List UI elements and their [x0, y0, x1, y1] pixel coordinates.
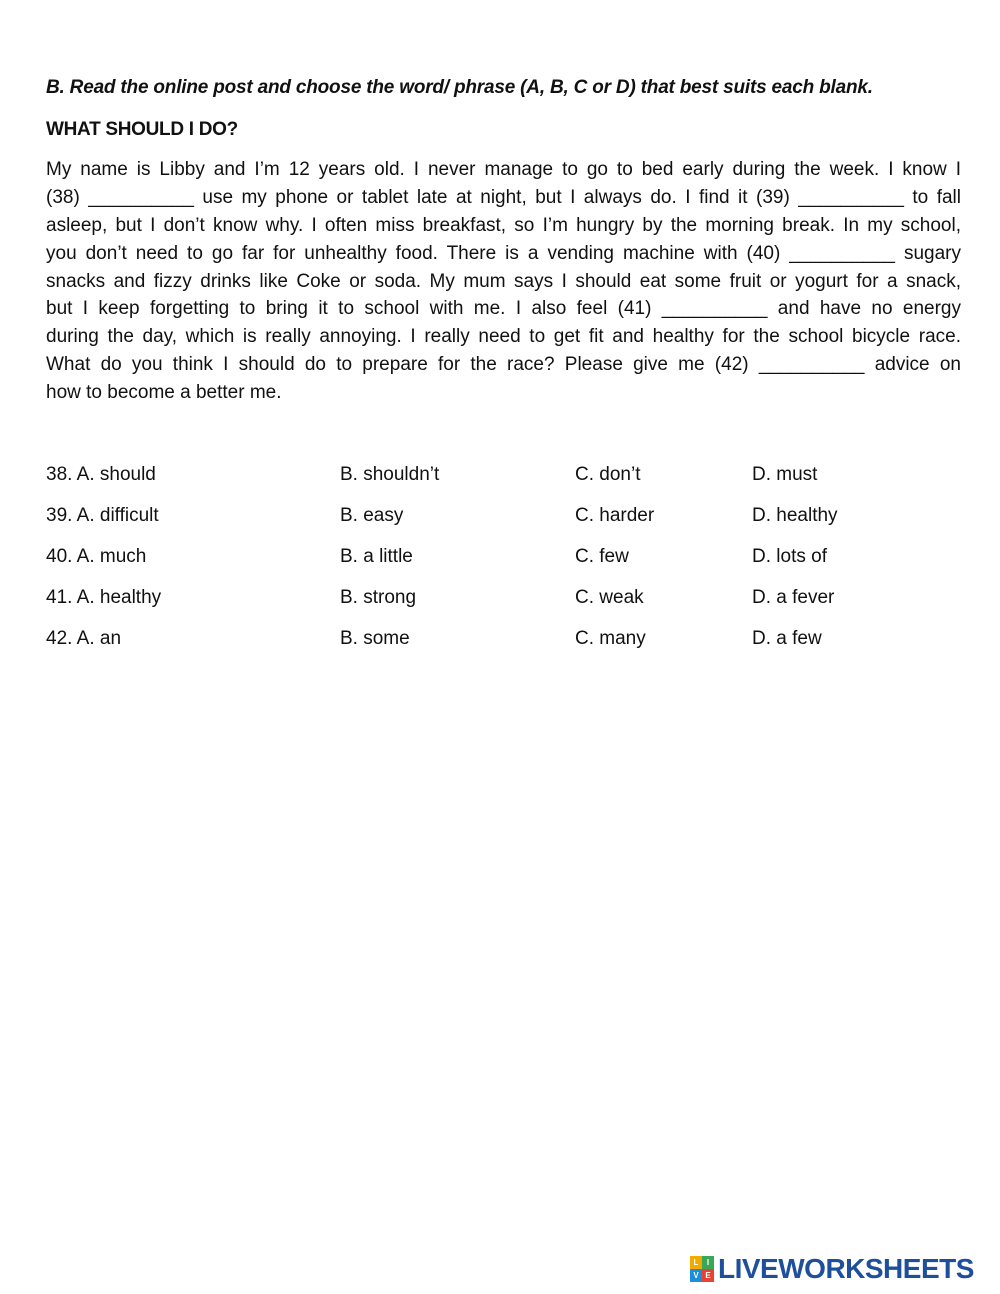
option-a[interactable]: 42. A. an	[46, 628, 122, 649]
option-d[interactable]: D. healthy	[752, 505, 838, 526]
option-b[interactable]: B. strong	[340, 587, 417, 608]
option-d[interactable]: D. a fever	[752, 587, 835, 608]
option-c[interactable]: C. weak	[575, 587, 644, 608]
passage-line: how to become a better me.	[46, 382, 282, 404]
option-a[interactable]: 40. A. much	[46, 546, 147, 567]
option-b[interactable]: B. shouldn’t	[340, 464, 440, 485]
option-a[interactable]: 39. A. difficult	[46, 505, 159, 526]
reading-passage	[46, 156, 961, 407]
instruction-text: B. Read the online post and choose the word/ phrase (A, B, C or D) that best suits each blank.	[46, 77, 873, 98]
option-b[interactable]: B. a little	[340, 546, 413, 567]
option-c[interactable]: C. don’t	[575, 464, 641, 485]
answer-options	[46, 461, 966, 666]
option-c[interactable]: C. few	[575, 546, 629, 567]
passage-line: My name is Libby and I’m 12 years old. I never manage to go to bed early during the week. I know I	[46, 159, 961, 180]
question-row-40	[46, 543, 966, 584]
logo-tile: E	[702, 1269, 714, 1282]
question-row-38	[46, 461, 966, 502]
option-a[interactable]: 38. A. should	[46, 464, 156, 485]
option-c[interactable]: C. harder	[575, 505, 655, 526]
question-row-39	[46, 502, 966, 543]
passage-line: What do you think I should do to prepare for the race? Please give me (42) __________ advice on	[46, 354, 961, 376]
post-title: WHAT SHOULD I DO?	[46, 119, 238, 140]
passage-line: snacks and fizzy drinks like Coke or soda. My mum says I should eat some fruit or yogurt for a snack,	[46, 270, 961, 292]
passage-line: during the day, which is really annoying. I really need to get fit and healthy for the school bicycle race.	[46, 326, 961, 348]
question-row-41	[46, 584, 966, 625]
liveworksheets-logo	[690, 1252, 974, 1286]
option-d[interactable]: D. lots of	[752, 546, 827, 567]
option-a[interactable]: 41. A. healthy	[46, 587, 162, 608]
logo-text: LIVEWORKSHEETS	[718, 1253, 974, 1284]
passage-line: (38) __________ use my phone or tablet late at night, but I always do. I find it (39) __________ to fall	[46, 186, 961, 208]
liveworksheets-logo-icon	[690, 1256, 714, 1282]
passage-line: but I keep forgetting to bring it to school with me. I also feel (41) __________ and have no energy	[46, 298, 961, 320]
option-b[interactable]: B. some	[340, 628, 410, 649]
logo-tile: I	[702, 1256, 714, 1269]
option-c[interactable]: C. many	[575, 628, 646, 649]
passage-line: you don’t need to go far for unhealthy food. There is a vending machine with (40) __________ sugary	[46, 242, 961, 264]
option-b[interactable]: B. easy	[340, 505, 404, 526]
logo-tile: L	[690, 1256, 702, 1269]
option-d[interactable]: D. must	[752, 464, 818, 485]
option-d[interactable]: D. a few	[752, 628, 822, 649]
passage-line: asleep, but I don’t know why. I often miss breakfast, so I’m hungry by the morning break. In my school,	[46, 214, 961, 236]
question-row-42	[46, 625, 966, 666]
logo-tile: V	[690, 1269, 702, 1282]
